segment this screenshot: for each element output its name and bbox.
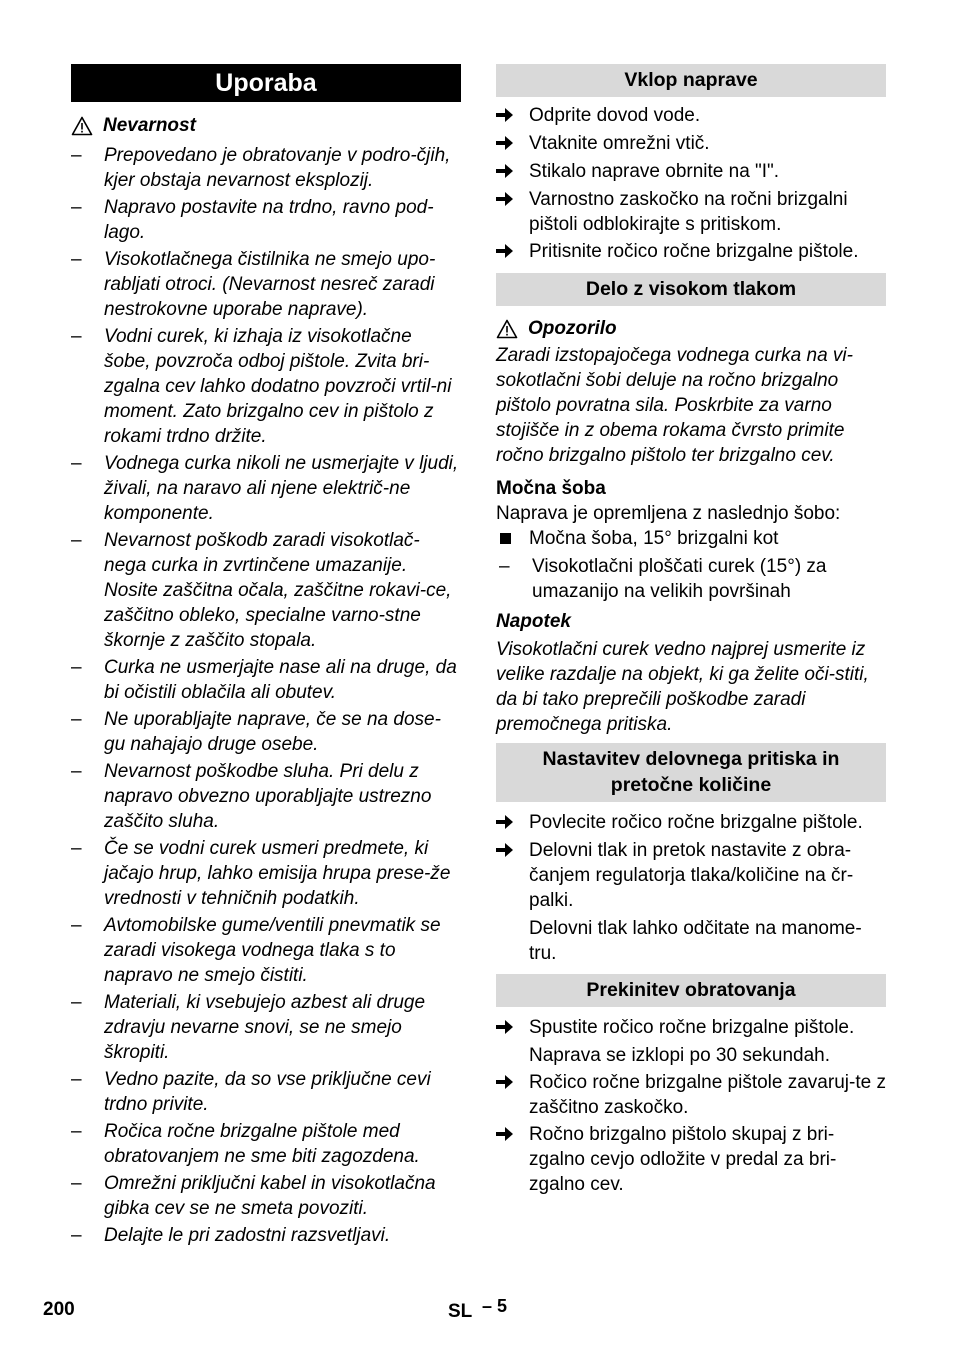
arrow-right-icon: [496, 164, 513, 178]
section-title-delo: Delo z visokom tlakom: [496, 273, 886, 306]
warning-label: Opozorilo: [528, 318, 617, 339]
danger-label: Nevarnost: [103, 115, 196, 136]
section-title-uporaba: Uporaba: [71, 64, 461, 102]
right-column: [496, 64, 886, 1197]
sub-page-number: – 5: [482, 1296, 508, 1316]
list-item: – Delajte le pri zadostni razsvetljavi.: [71, 1225, 391, 1246]
list-item: – Ne uporabljajte naprave, če se na dose-gu nahajajo druge osebe.: [71, 709, 441, 755]
nozzle-bullet: Močna šoba, 15° brizgalni kot: [496, 526, 886, 551]
warning-triangle-icon: [71, 116, 93, 136]
list-item: – Napravo postavite na trdno, ravno pod-lago.: [71, 197, 434, 243]
list-item: – Nevarnost poškodbe sluha. Pri delu z napravo obvezno uporabljajte ustrezno zaščito sluha.: [71, 761, 432, 832]
subheading-mocna-soba: Močna šoba: [496, 478, 606, 499]
step-item: Delovni tlak in pretok nastavite z obra-čanjem regulatorja tlaka/količine na čr-palki.: [496, 838, 886, 913]
language-code: SL: [448, 1301, 473, 1322]
steps-list-prekinitev: [496, 1015, 886, 1197]
arrow-right-icon: [496, 244, 513, 258]
list-item: – Ročica ročne brizgalne pištole med obratovanjem ne sme biti zagozdena.: [71, 1121, 420, 1167]
arrow-right-icon: [496, 1127, 513, 1141]
list-item: – Curka ne usmerjajte nase ali na druge, da bi očistili oblačila ali obutev.: [71, 657, 457, 703]
warning-heading: [496, 316, 886, 341]
step-item: Spustite ročico ročne brizgalne pištole.: [496, 1015, 886, 1041]
square-bullet-icon: [500, 533, 511, 544]
step-item: Ročico ročne brizgalne pištole zavaruj-te z zaščitno zaskočko.: [496, 1070, 886, 1120]
note-text: Visokotlačni curek vedno najprej usmerite iz velike razdalje na objekt, ki ga želite oči-stiti, da bi tako preprečili poškodbe zaradi premočnega pritiska.: [496, 639, 869, 735]
note-label: Napotek: [496, 611, 571, 632]
step-item: Stikalo naprave obrnite na "I".: [496, 159, 886, 185]
arrow-right-icon: [496, 843, 513, 857]
nozzle-intro: Naprava je opremljena z naslednjo šobo:: [496, 503, 841, 524]
list-item: – Vedno pazite, da so vse priključne cevi trdno privite.: [71, 1069, 431, 1115]
arrow-right-icon: [496, 1020, 513, 1034]
steps-list-nastavitev: [496, 810, 886, 966]
left-column: [71, 64, 461, 1248]
step-item: Pritisnite ročico ročne brizgalne pištole.: [496, 239, 886, 265]
arrow-right-icon: [496, 1075, 513, 1089]
step-result: Delovni tlak lahko odčitate na manome-tru.: [529, 918, 862, 964]
arrow-right-icon: [496, 192, 513, 206]
list-item: – Vodni curek, ki izhaja iz visokotlačne šobe, povzroča odboj pištole. Zvita bri-zgalna cev lahko dodatno povzroči vrtil-ni moment. Zato brizgalno cev in pištolo z rokami trdno držite.: [71, 326, 452, 447]
section-title-nastavitev: Nastavitev delovnega pritiska in pretočne količine: [496, 743, 886, 802]
warning-triangle-icon: [496, 319, 518, 339]
steps-list-vklop: [496, 103, 886, 265]
list-item: – Vodnega curka nikoli ne usmerjajte v ljudi, živali, na naravo ali njene električ-ne komponente.: [71, 453, 459, 524]
step-item: Odprite dovod vode.: [496, 103, 886, 129]
page-number: 200: [43, 1299, 75, 1320]
section-title-vklop: Vklop naprave: [496, 64, 886, 97]
list-item: – Avtomobilske gume/ventili pnevmatik se zaradi visokega vodnega tlaka s to napravo ne smejo čistiti.: [71, 915, 441, 986]
danger-list: [71, 143, 461, 1248]
step-item: Ročno brizgalno pištolo skupaj z bri-zgalno cevjo odložite v predal za bri-zgalno cev.: [496, 1122, 886, 1197]
step-item: Vtaknite omrežni vtič.: [496, 131, 886, 157]
list-item: – Materiali, ki vsebujejo azbest ali druge zdravju nevarne snovi, se ne smejo škropiti.: [71, 992, 426, 1063]
list-item: – Omrežni priključni kabel in visokotlačna gibka cev se ne smeta povoziti.: [71, 1173, 436, 1219]
list-item: – Nevarnost poškodb zaradi visokotlač-nega curka in zvrtinčene umazanije. Nosite zaščitna očala, zaščitne rokavi-ce, zaščitno obleko, specialne varno-stne škornje z zaščito stopala.: [71, 530, 452, 651]
step-item: Povlecite ročico ročne brizgalne pištole.: [496, 810, 886, 836]
arrow-right-icon: [496, 136, 513, 150]
step-result: Naprava se izklopi po 30 sekundah.: [529, 1045, 831, 1066]
step-item: Varnostno zaskočko na ročni brizgalni pištoli odblokirajte s pritiskom.: [496, 187, 886, 237]
danger-heading: [71, 113, 461, 138]
list-item: – Visokotlačnega čistilnika ne smejo upo-rabljati otroci. (Nevarnost nesreč zaradi nestrokovne uporabe naprave).: [71, 249, 436, 320]
section-title-prekinitev: Prekinitev obratovanja: [496, 974, 886, 1007]
list-item: – Prepovedano je obratovanje v podro-čjih, kjer obstaja nevarnost eksplozij.: [71, 145, 451, 191]
nozzle-dash-item: – Visokotlačni ploščati curek (15°) za umazanijo na velikih površinah: [499, 556, 827, 602]
warning-text: Zaradi izstopajočega vodnega curka na vi-sokotlačni šobi deluje na ročno brizgalno pištolo povratna sila. Poskrbite za varno stojišče in z obema rokama čvrsto primite ročno brizgalno pištolo ter brizgalno cev.: [496, 345, 853, 466]
arrow-right-icon: [496, 815, 513, 829]
arrow-right-icon: [496, 108, 513, 122]
list-item: – Če se vodni curek usmeri predmete, ki jačajo hrup, lahko emisija hrupa prese-že vrednosti v tehničnih podatkih.: [71, 838, 451, 909]
